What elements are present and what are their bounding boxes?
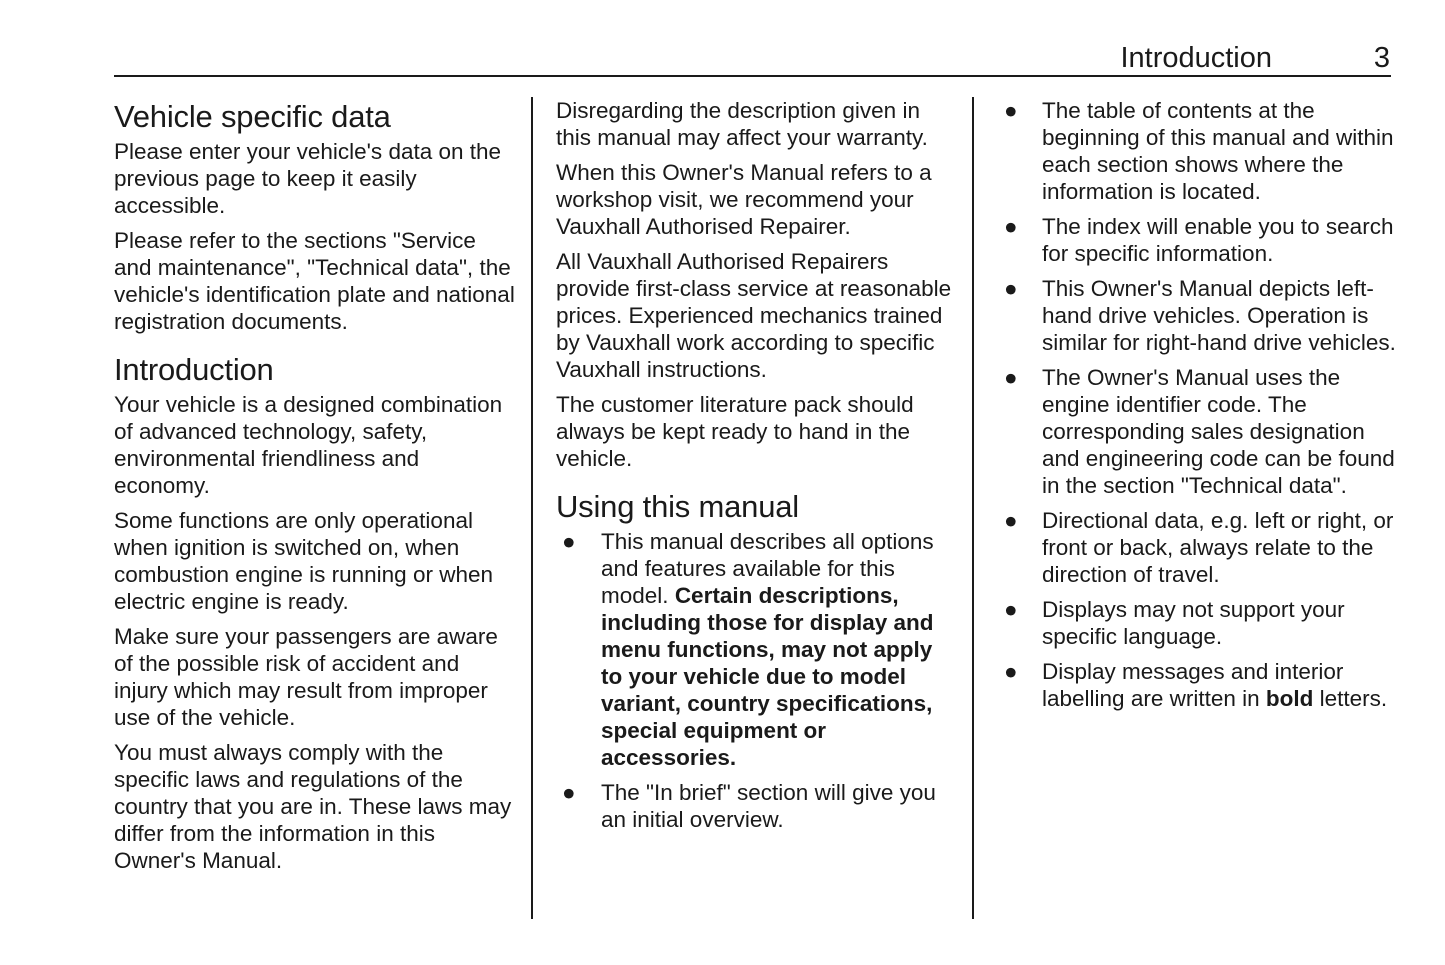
list-item-text: Directional data, e.g. left or right, or front or back, always relate to the direction of travel. — [1042, 508, 1394, 587]
bullet-icon: ● — [1004, 214, 1018, 239]
bullet-icon: ● — [1004, 659, 1018, 684]
list-item-text: The table of contents at the beginning of this manual and within each section shows where the information is located. — [1042, 98, 1394, 204]
bullet-icon: ● — [1004, 276, 1018, 301]
paragraph: Please refer to the sections "Service and maintenance", "Technical data", the vehicle's identification plate and national registration documents. — [114, 228, 515, 334]
column-divider-2 — [972, 97, 974, 919]
page-header-title: Introduction — [1120, 42, 1272, 74]
list-item — [1004, 97, 1399, 205]
bullet-icon: ● — [1004, 365, 1018, 390]
list-item — [1004, 596, 1399, 650]
paragraph: Please enter your vehicle's data on the previous page to keep it easily accessible. — [114, 139, 502, 218]
bullet-icon: ● — [1004, 597, 1018, 622]
bullet-icon: ● — [562, 780, 576, 805]
bullet-icon: ● — [1004, 508, 1018, 533]
paragraph: Your vehicle is a designed combination of advanced technology, safety, environmental friendliness and economy. — [114, 392, 503, 498]
list-item — [556, 779, 956, 833]
list-item-text: The Owner's Manual uses the engine identifier code. The corresponding sales designation and engineering code can be found in the section "Technical data". — [1042, 365, 1395, 498]
column-3 — [1004, 97, 1399, 720]
list-item — [1004, 658, 1399, 712]
paragraph: The customer literature pack should always be kept ready to hand in the vehicle. — [556, 392, 914, 471]
list-item — [1004, 364, 1399, 499]
bullet-icon: ● — [1004, 98, 1018, 123]
paragraph: All Vauxhall Authorised Repairers provide first-class service at reasonable prices. Experienced mechanics trained by Vauxhall work according to specific Vauxhall instructions. — [556, 249, 952, 382]
bullet-icon: ● — [562, 529, 576, 554]
paragraph: Disregarding the description given in this manual may affect your warranty. — [556, 98, 928, 150]
paragraph: You must always comply with the specific laws and regulations of the country that you are in. These laws may differ from the information in this Owner's Manual. — [114, 740, 512, 873]
paragraph: Some functions are only operational when ignition is switched on, when combustion engine is running or when electric engine is ready. — [114, 508, 493, 614]
list-item-text: Display messages and interior labelling are written in — [1042, 659, 1344, 711]
list-item-text: This Owner's Manual depicts left-hand drive vehicles. Operation is similar for right-hand drive vehicles. — [1042, 276, 1396, 355]
list-item-text: The index will enable you to search for specific information. — [1042, 214, 1394, 266]
list-item — [1004, 213, 1399, 267]
list-item — [1004, 507, 1399, 588]
list-item-text: The "In brief" section will give you an initial overview. — [601, 780, 936, 832]
list-item — [556, 528, 956, 771]
section-heading-vehicle-data: Vehicle specific data — [114, 99, 391, 134]
bullet-list — [556, 528, 956, 833]
list-item — [1004, 275, 1399, 356]
column-divider-1 — [531, 97, 533, 919]
section-heading-introduction: Introduction — [114, 352, 274, 387]
list-item-text: Displays may not support your specific language. — [1042, 597, 1345, 649]
header-divider — [114, 75, 1391, 77]
column-2 — [556, 97, 956, 841]
paragraph: Make sure your passengers are aware of the possible risk of accident and injury which may result from improper use of the vehicle. — [114, 624, 498, 730]
list-item-text: letters. — [1319, 686, 1388, 711]
list-item-text: This manual describes all options and features available for this model. — [601, 529, 934, 608]
column-1 — [114, 97, 519, 882]
list-item-bold-text: bold — [1265, 686, 1314, 711]
list-item-bold-text: Certain descriptions, including those for display and menu functions, may not apply to your vehicle due to model variant, country specifications, special equipment or accessories. — [601, 583, 934, 770]
section-heading-using-manual: Using this manual — [556, 489, 799, 524]
page-number: 3 — [1373, 42, 1390, 74]
bullet-list — [1004, 97, 1399, 712]
paragraph: When this Owner's Manual refers to a workshop visit, we recommend your Vauxhall Authorised Repairer. — [556, 160, 932, 239]
